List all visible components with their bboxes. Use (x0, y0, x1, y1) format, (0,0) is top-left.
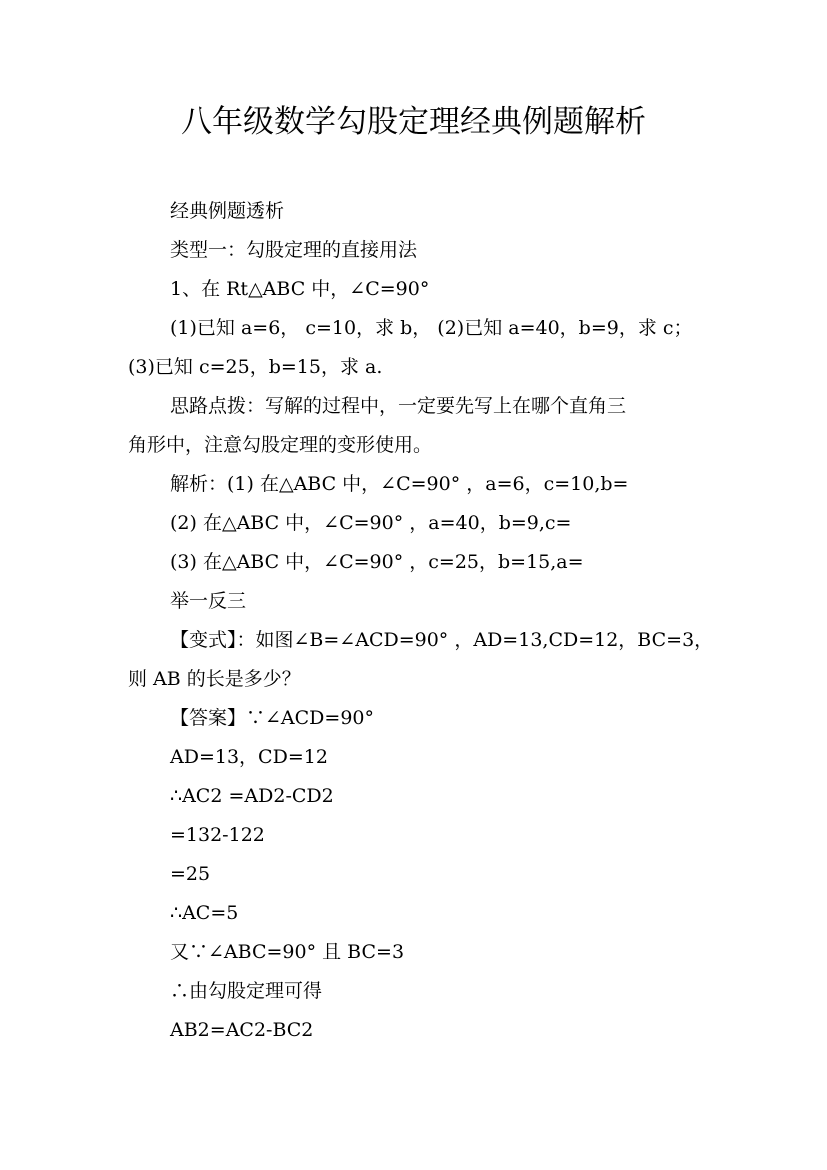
hint-line-2: 角形中，注意勾股定理的变形使用。 (128, 434, 433, 456)
variant-problem-line-2: 则 AB 的长是多少？ (128, 668, 301, 690)
answer-line-3: ∴AC2 =AD2-CD2 (170, 785, 334, 807)
answer-line-2: AD=13，CD=12 (170, 746, 328, 768)
answer-line-7: 又∵∠ABC=90° 且 BC=3 (170, 941, 405, 963)
solution-part-3: (3) 在△ABC 中，∠C=90° ，c=25，b=15,a= (170, 551, 584, 573)
variant-problem-line-1: 【变式】：如图∠B=∠ACD=90° ，AD=13,CD=12，BC=3， (170, 629, 714, 651)
answer-line-1: 【答案】∵∠ACD=90° (170, 707, 375, 729)
answer-line-8: ∴由勾股定理可得 (170, 980, 323, 1002)
answer-line-4: =132-122 (170, 824, 265, 846)
answer-line-6: ∴AC=5 (170, 902, 239, 924)
practice-heading: 举一反三 (170, 590, 247, 612)
answer-line-5: =25 (170, 863, 211, 885)
document-title: 八年级数学勾股定理经典例题解析 (181, 104, 646, 140)
section-heading-classic-examples: 经典例题透析 (170, 200, 285, 222)
answer-line-9: AB2=AC2-BC2 (170, 1019, 314, 1041)
problem-1-parts-1-2: (1)已知 a=6， c=10，求 b， (2)已知 a=40，b=9，求 c； (170, 317, 693, 339)
type-one-heading: 类型一：勾股定理的直接用法 (170, 239, 418, 261)
solution-part-1: 解析：(1) 在△ABC 中，∠C=90° ，a=6，c=10,b= (170, 473, 629, 495)
problem-1-part-3: (3)已知 c=25，b=15，求 a. (128, 356, 383, 378)
solution-part-2: (2) 在△ABC 中，∠C=90° ，a=40，b=9,c= (170, 512, 572, 534)
problem-1-statement: 1、在 Rt△ABC 中，∠C=90° (170, 278, 430, 300)
hint-line-1: 思路点拨：写解的过程中，一定要先写上在哪个直角三 (170, 395, 627, 417)
